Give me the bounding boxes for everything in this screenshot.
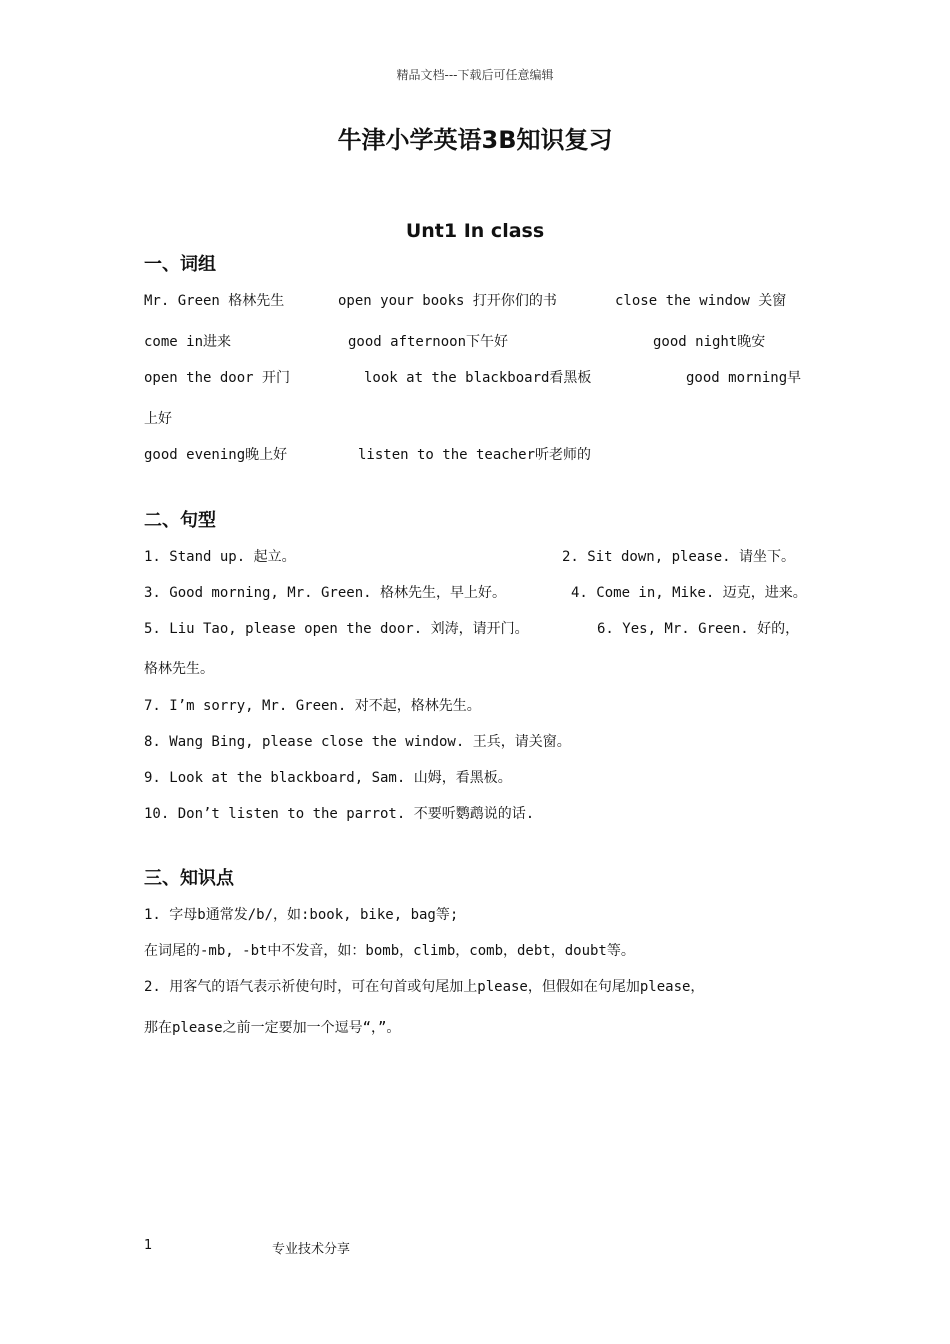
phrase-item: open the door 开门 <box>144 370 291 386</box>
sentence-item: 7. I’m sorry, Mr. Green. 对不起，格林先生。 <box>144 698 481 714</box>
section-heading-phrases: 一、词组 <box>144 254 216 275</box>
phrase-item: good evening晚上好 <box>144 447 288 463</box>
phrase-item: open your books 打开你们的书 <box>338 293 557 309</box>
knowledge-item: 在词尾的-mb, -bt中不发音，如：bomb，climb，comb，debt，doubt等。 <box>144 943 635 959</box>
section-heading-knowledge: 三、知识点 <box>144 868 234 889</box>
sentence-item: 4. Come in, Mike. 迈克，进来。 <box>571 585 807 601</box>
knowledge-item: 2. 用客气的语气表示祈使句时，可在句首或句尾加上please，但假如在句尾加please， <box>144 979 705 995</box>
phrase-item-continuation: 上好 <box>144 411 172 427</box>
phrase-item: come in进来 <box>144 334 232 350</box>
section-heading-sentences: 二、句型 <box>144 510 216 531</box>
knowledge-item: 那在please之前一定要加一个逗号“，”。 <box>144 1020 401 1036</box>
footer-text: 专业技术分享 <box>272 1242 351 1257</box>
page-header: 精品文档---下载后可任意编辑 <box>396 68 554 82</box>
phrase-item: good night晚安 <box>653 334 766 350</box>
phrase-item: close the window 关窗 <box>615 293 787 309</box>
sentence-item: 5. Liu Tao, please open the door. 刘涛，请开门。 <box>144 621 529 637</box>
sentence-item: 1. Stand up. 起立。 <box>144 549 296 565</box>
knowledge-item: 1. 字母b通常发/b/，如:book, bike, bag等; <box>144 907 459 923</box>
sentence-item: 8. Wang Bing, please close the window. 王兵，请关窗。 <box>144 734 571 750</box>
sentence-item: 9. Look at the blackboard, Sam. 山姆，看黑板。 <box>144 770 512 786</box>
sentence-item: 6. Yes, Mr. Green. 好的， <box>597 621 800 637</box>
phrase-item: good morning早 <box>686 370 802 386</box>
document-title: 牛津小学英语3B知识复习 <box>337 126 613 154</box>
sentence-item: 10. Don’t listen to the parrot. 不要听鹦鹉说的话. <box>144 806 535 822</box>
page-number: 1 <box>144 1238 153 1253</box>
sentence-item: 3. Good morning, Mr. Green. 格林先生，早上好。 <box>144 585 507 601</box>
phrase-item: good afternoon下午好 <box>348 334 509 350</box>
phrase-item: Mr. Green 格林先生 <box>144 293 285 309</box>
sentence-item-continuation: 格林先生。 <box>144 661 214 677</box>
phrase-item: look at the blackboard看黑板 <box>364 370 592 386</box>
phrase-item: listen to the teacher听老师的 <box>358 447 592 463</box>
sentence-item: 2. Sit down, please. 请坐下。 <box>562 549 796 565</box>
unit-title: Unt1 In class <box>405 220 545 242</box>
